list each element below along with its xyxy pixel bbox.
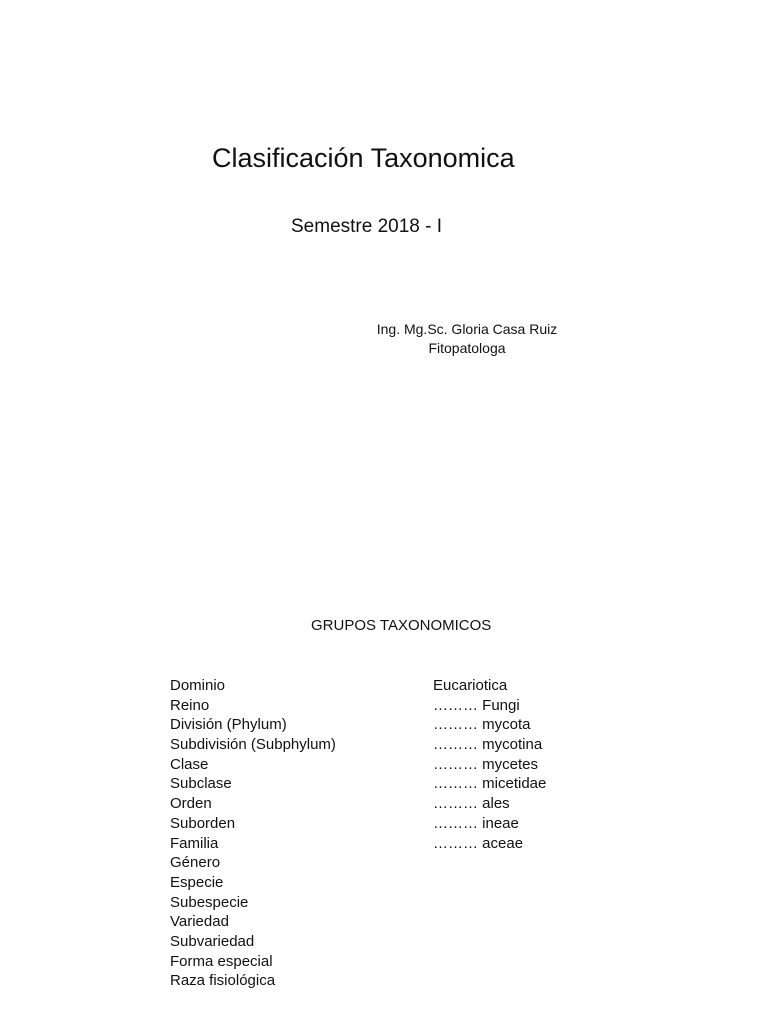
- rank-item: Subespecie: [170, 893, 249, 911]
- suffix-item: ……… ales: [433, 795, 510, 813]
- suffix-item: ……… micetidae: [433, 775, 547, 793]
- rank-item: Forma especial: [170, 952, 273, 970]
- rank-item: Subclase: [170, 775, 232, 793]
- rank-item: Dominio: [170, 677, 226, 694]
- document-title: Clasificación Taxonomica: [212, 143, 515, 173]
- suffix-item: ……… mycota: [433, 716, 531, 734]
- suffix-item: ……… aceae: [433, 834, 524, 852]
- rank-item: Especie: [170, 873, 224, 891]
- rank-item: Clase: [170, 755, 209, 773]
- rank-item: Subvariedad: [170, 932, 255, 950]
- rank-item: Suborden: [170, 814, 236, 832]
- author-role: Fitopatologa: [428, 340, 506, 356]
- rank-item: Subdivisión (Subphylum): [170, 736, 336, 754]
- suffix-item: ……… mycotina: [433, 736, 543, 754]
- rank-item: Raza fisiológica: [170, 972, 276, 990]
- rank-item: Orden: [170, 795, 212, 813]
- author-name: Ing. Mg.Sc. Gloria Casa Ruiz: [376, 321, 558, 337]
- suffix-item: ……… ineae: [433, 814, 519, 832]
- taxonomic-ranks-list: [170, 676, 336, 991]
- semester-subtitle: Semestre 2018 - I: [291, 216, 443, 237]
- author-block: [371, 320, 563, 358]
- rank-item: División (Phylum): [170, 716, 287, 734]
- suffix-item: ……… Fungi: [433, 696, 520, 714]
- suffix-item: ……… mycetes: [433, 755, 539, 773]
- rank-item: Reino: [170, 696, 210, 714]
- rank-item: Variedad: [170, 913, 229, 931]
- suffix-list: [433, 676, 546, 853]
- rank-item: Género: [170, 854, 221, 872]
- suffix-item: Eucariotica: [433, 677, 508, 694]
- rank-item: Familia: [170, 834, 219, 852]
- section-heading: GRUPOS TAXONOMICOS: [311, 617, 492, 634]
